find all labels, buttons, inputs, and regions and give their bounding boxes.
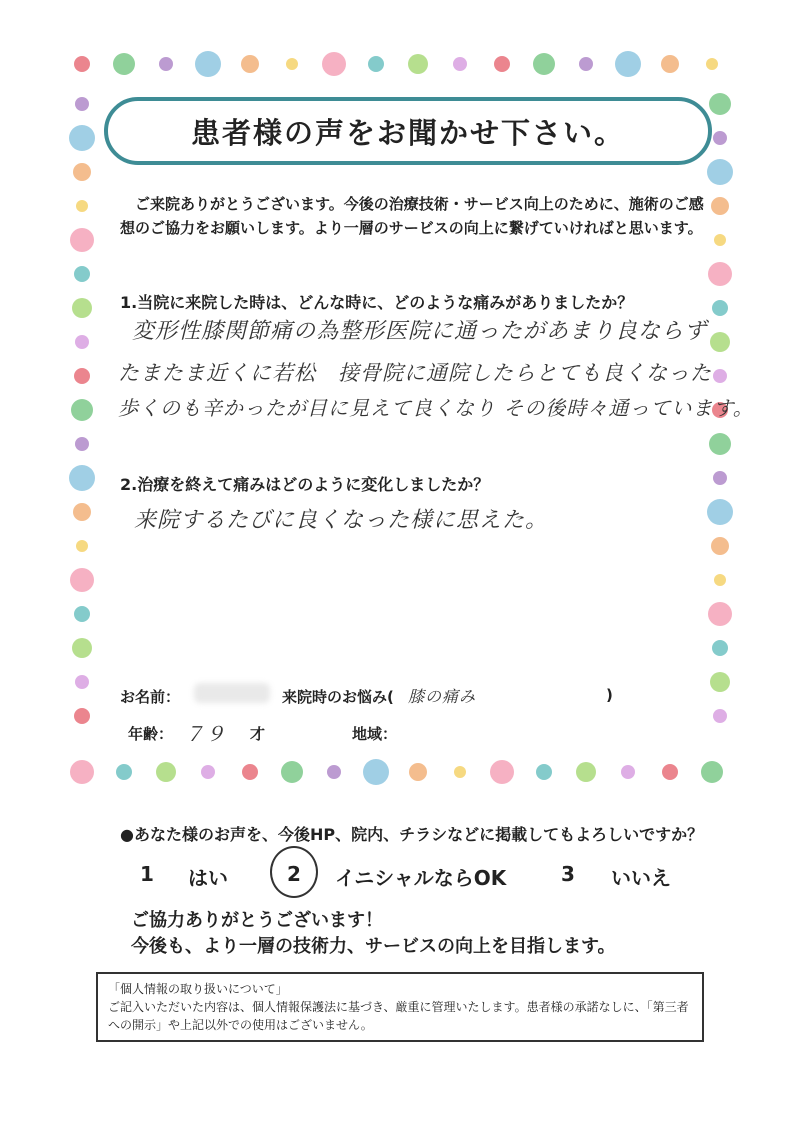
decorative-dot: [74, 266, 90, 282]
title-banner: [104, 97, 712, 165]
decorative-dot: [708, 262, 732, 286]
redacted-name: [194, 683, 270, 703]
decorative-dot: [74, 606, 90, 622]
decorative-dot: [713, 369, 727, 383]
decorative-dot: [242, 764, 258, 780]
decorative-dot: [710, 332, 730, 352]
privacy-body: ご記入いただいた内容は、個人情報保護法に基づき、厳重に管理いたします。患者様の承諾なしに、「第三者への開示」や上記以外での使用はございません。: [108, 1000, 689, 1032]
option-2-label: イニシャルならOK: [335, 866, 507, 890]
decorative-dot: [286, 58, 298, 70]
decorative-dot: [363, 759, 389, 785]
decorative-dot: [69, 465, 95, 491]
decorative-dot: [116, 764, 132, 780]
decorative-dot: [701, 761, 723, 783]
decorative-dot: [408, 54, 428, 74]
decorative-dot: [195, 51, 221, 77]
decorative-dot: [74, 708, 90, 724]
decorative-dot: [708, 602, 732, 626]
decorative-dot: [706, 58, 718, 70]
decorative-dot: [662, 764, 678, 780]
decorative-dot: [241, 55, 259, 73]
thanks-line-2: 今後も、より一層の技術力、サービスの向上を目指します。: [131, 936, 616, 957]
decorative-dot: [709, 93, 731, 115]
decorative-dot: [113, 53, 135, 75]
option-1-number: 1: [140, 862, 154, 886]
decorative-dot: [707, 159, 733, 185]
question-1-answer-line-1: 変形性膝関節痛の為整形医院に通ったがあまり良ならず: [132, 319, 708, 344]
option-3-label: いいえ: [611, 866, 671, 890]
decorative-dot: [454, 766, 466, 778]
decorative-dot: [75, 335, 89, 349]
age-label: 年齢：: [128, 725, 174, 743]
decorative-dot: [70, 228, 94, 252]
name-label: お名前：: [120, 688, 181, 706]
decorative-dot: [201, 765, 215, 779]
decorative-dot: [714, 574, 726, 586]
concern-value: 膝の痛み: [408, 687, 477, 706]
decorative-dot: [494, 56, 510, 72]
decorative-dot: [490, 760, 514, 784]
region-label: 地域：: [352, 725, 398, 743]
decorative-dot: [709, 433, 731, 455]
decorative-dot: [69, 125, 95, 151]
decorative-dot: [327, 765, 341, 779]
question-2-answer-line-1: 来院するたびに良くなった様に思えた。: [134, 508, 549, 533]
decorative-dot: [615, 51, 641, 77]
decorative-dot: [713, 709, 727, 723]
decorative-dot: [713, 471, 727, 485]
concern-label: 来院時のお悩み(: [282, 688, 394, 706]
decorative-dot: [712, 300, 728, 316]
concern-close: ): [606, 686, 613, 704]
decorative-dot: [536, 764, 552, 780]
decorative-dot: [711, 197, 729, 215]
decorative-dot: [322, 52, 346, 76]
option-1-label: はい: [188, 866, 228, 890]
age-unit: 才: [250, 725, 266, 743]
decorative-dot: [576, 762, 596, 782]
decorative-dot: [711, 537, 729, 555]
decorative-dot: [73, 163, 91, 181]
intro-text: ご来院ありがとうございます。今後の治療技術・サービス向上のために、施術のご感想のご協力をお願いします。より一層のサービスの向上に繋げていければと思います。: [120, 195, 704, 237]
decorative-dot: [714, 234, 726, 246]
decorative-dot: [75, 437, 89, 451]
question-1-label: 1.当院に来院した時は、どんな時に、どのような痛みがありましたか？: [120, 293, 634, 312]
decorative-dot: [70, 568, 94, 592]
decorative-dot: [579, 57, 593, 71]
decorative-dot: [75, 675, 89, 689]
decorative-dot: [156, 762, 176, 782]
decorative-dot: [661, 55, 679, 73]
decorative-dot: [76, 540, 88, 552]
decorative-dot: [74, 368, 90, 384]
privacy-notice: [96, 972, 704, 1042]
decorative-dot: [281, 761, 303, 783]
decorative-dot: [368, 56, 384, 72]
question-1-answer-line-3: 歩くのも辛かったが目に見えて良くなり その後時々通っています。: [118, 396, 754, 420]
question-1-answer-line-2: たまたま近くに若松 接骨院に通院したらとても良くなった: [118, 361, 712, 385]
decorative-dot: [76, 200, 88, 212]
decorative-dot: [75, 97, 89, 111]
decorative-dot: [533, 53, 555, 75]
decorative-dot: [707, 499, 733, 525]
decorative-dot: [71, 399, 93, 421]
decorative-dot: [710, 672, 730, 692]
decorative-dot: [409, 763, 427, 781]
page-title: 患者様の声をお聞かせ下さい。: [190, 115, 625, 150]
decorative-dot: [159, 57, 173, 71]
age-value: ７９: [184, 722, 226, 746]
consent-question: ●あなた様のお声を、今後HP、院内、チラシなどに掲載してもよろしいですか？: [120, 825, 704, 844]
option-3-number: 3: [561, 862, 575, 886]
privacy-heading: 「個人情報の取り扱いについて」: [108, 982, 288, 996]
option-2-number: 2: [287, 862, 301, 886]
decorative-dot: [72, 298, 92, 318]
decorative-dot: [621, 765, 635, 779]
decorative-dot: [70, 760, 94, 784]
decorative-dot: [713, 131, 727, 145]
decorative-dot: [453, 57, 467, 71]
decorative-dot: [72, 638, 92, 658]
decorative-dot: [73, 503, 91, 521]
decorative-dot: [74, 56, 90, 72]
decorative-dot: [712, 640, 728, 656]
thanks-line-1: ご協力ありがとうございます！: [131, 910, 383, 931]
question-2-label: 2.治療を終えて痛みはどのように変化しましたか？: [120, 475, 490, 494]
